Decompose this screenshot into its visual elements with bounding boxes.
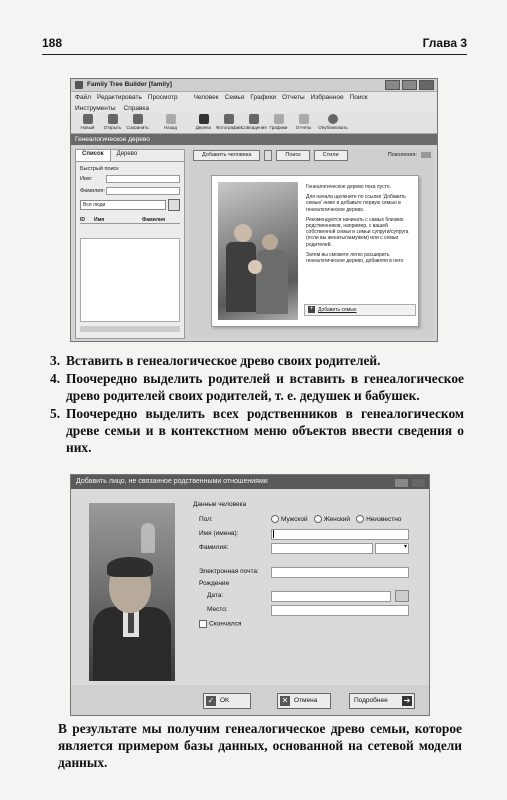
family-photo <box>218 182 298 320</box>
name-label: Имя: <box>80 176 93 182</box>
new-icon <box>83 114 93 124</box>
first-name-label: Имя (имена): <box>199 530 239 537</box>
toolbar <box>71 113 437 134</box>
charts-icon <box>274 114 284 124</box>
toolbar-publish-button[interactable]: Опубликовать <box>316 113 350 133</box>
surname-label: Фамилия: <box>199 544 229 551</box>
app-icon <box>75 81 83 89</box>
birth-date-input[interactable] <box>271 591 391 602</box>
checkbox-icon <box>199 620 207 628</box>
matches-icon <box>249 114 259 124</box>
first-name-input[interactable] <box>271 529 409 540</box>
email-input[interactable] <box>271 567 409 578</box>
person-form <box>193 501 421 632</box>
list-item: 3. Вставить в генеалогическое древо своих родителей. <box>50 353 381 368</box>
section-title: Данные человека <box>193 501 247 508</box>
menu-view[interactable]: Просмотр <box>147 94 178 101</box>
menu-family[interactable]: Семья <box>224 94 245 101</box>
toolbar-matches-button[interactable]: Совпадения <box>241 113 266 133</box>
conclusion-paragraph: В результате мы получим генеалогическое древо семьи, которое является примером базы данных, основанной на сетевой модели данных. <box>58 721 462 770</box>
menu-bar-row2 <box>71 103 437 113</box>
open-icon <box>108 114 118 124</box>
birth-place-input[interactable] <box>271 605 409 616</box>
details-button[interactable]: Подробнее ➔ <box>349 693 415 709</box>
cross-icon: ✕ <box>281 696 289 705</box>
dialog-footer <box>71 685 429 715</box>
menu-reports[interactable]: Отчеты <box>282 94 305 101</box>
window-title: Family Tree Builder [family] <box>87 81 172 88</box>
email-label: Электронная почта: <box>199 568 259 575</box>
date-label: Дата: <box>207 592 224 599</box>
minimize-icon[interactable] <box>385 80 400 90</box>
minimize-icon[interactable] <box>394 478 409 488</box>
surname-label: Фамилия: <box>80 188 105 194</box>
toolbar-back-button[interactable]: Назад <box>158 113 183 133</box>
check-icon: ✓ <box>207 696 215 705</box>
globe-icon <box>328 114 338 124</box>
toolbar-save-button[interactable]: Сохранить <box>125 113 150 133</box>
page-header <box>42 36 467 55</box>
gender-label: Пол: <box>199 516 213 523</box>
generations-label: Поколения: <box>387 152 417 158</box>
surname-select[interactable] <box>375 543 409 554</box>
menu-tools[interactable]: Инструменты <box>75 104 116 112</box>
add-person-dropdown[interactable] <box>264 150 272 161</box>
add-family-link[interactable]: + Добавить семью <box>304 304 416 316</box>
toolbar-photos-button[interactable]: Фотографии <box>216 113 241 133</box>
gender-female-radio[interactable]: Женский <box>314 515 350 523</box>
close-icon[interactable] <box>411 478 426 488</box>
surname-input[interactable] <box>106 187 180 195</box>
search-button[interactable]: Поиск <box>276 150 309 161</box>
save-icon <box>133 114 143 124</box>
place-label: Место: <box>207 606 228 613</box>
toolbar-open-button[interactable]: Открыть <box>100 113 125 133</box>
horizontal-scrollbar[interactable] <box>80 326 180 332</box>
panel-title: Генеалогическое дерево <box>75 136 150 143</box>
plus-icon: + <box>309 306 314 313</box>
empty-tree-text: Генеалогическое дерево пока пусто. Для начала щелкните по ссылке 'Добавить семью' ниже и добавьте первую семью в генеалогическое дерево. Рекомендуется начинать с самых близких родственников, например, с вашей собственной семьи и семьи супруги/супруга (если вы женаты/замужем) или с семьи родителей. Затем вы сможете легко расширить генеалогическое дерево, добавляя в него <box>306 184 409 265</box>
dialog-titlebar <box>71 475 429 489</box>
toolbar-reports-button[interactable]: Отчеты <box>291 113 316 133</box>
menu-favorites[interactable]: Избранное <box>310 94 344 101</box>
menu-edit[interactable]: Редактировать <box>96 94 142 101</box>
photos-icon <box>224 114 234 124</box>
tree-icon <box>199 114 209 124</box>
name-input[interactable] <box>106 175 180 183</box>
birth-label: Рождение <box>199 580 230 587</box>
cancel-button[interactable]: ✕ Отмена <box>277 693 331 709</box>
gender-unknown-radio[interactable]: Неизвестно <box>356 515 401 523</box>
window-titlebar <box>71 79 437 92</box>
toolbar-new-button[interactable]: Новый <box>75 113 100 133</box>
menu-search[interactable]: Поиск <box>349 94 368 101</box>
add-person-button[interactable]: Добавить человека <box>193 150 260 161</box>
family-tree-builder-screenshot <box>70 78 438 342</box>
tab-list[interactable]: Список <box>76 150 111 161</box>
close-icon[interactable] <box>419 80 434 90</box>
people-list[interactable] <box>80 238 180 322</box>
col-name: Имя <box>94 217 105 223</box>
toolbar-tree-button[interactable]: Дерево <box>191 113 216 133</box>
people-filter-select[interactable]: Все люди <box>80 200 166 210</box>
col-id: ID <box>80 217 85 223</box>
search-icon[interactable] <box>168 199 180 211</box>
empty-tree-card <box>211 175 419 327</box>
dialog-title: Добавить лицо, не связанное родственными отношениями <box>76 478 268 485</box>
arrow-right-icon: ➔ <box>403 696 411 705</box>
reports-icon <box>299 114 309 124</box>
generations-slider[interactable] <box>421 152 431 158</box>
tree-panel <box>189 149 433 337</box>
ok-button[interactable]: ✓ OK <box>203 693 251 709</box>
panel-title-bar <box>71 134 437 145</box>
menu-file[interactable]: Файл <box>75 94 91 101</box>
person-photo <box>89 503 175 681</box>
maximize-icon[interactable] <box>402 80 417 90</box>
back-icon <box>166 114 176 124</box>
calendar-icon[interactable] <box>395 590 409 602</box>
styles-button[interactable]: Стили <box>314 150 348 161</box>
menu-person[interactable]: Человек <box>193 94 219 101</box>
page-number: 188 <box>42 36 63 50</box>
list-item: 5. Поочередно выделить всех родственников в генеалогическом древе семьи и в контекстном меню объектов ввести сведения о них. <box>50 406 464 455</box>
list-header <box>80 217 180 224</box>
col-surname: Фамилия <box>142 217 165 223</box>
text-cursor <box>273 530 274 538</box>
people-list-panel <box>75 149 185 339</box>
list-item: 4. Поочередно выделить родителей и вставить в генеалогическое древо родителей своих родителей, т. е. дедушек и бабушек. <box>50 371 464 403</box>
menu-help[interactable]: Справка <box>123 104 150 112</box>
steps-list <box>50 352 464 457</box>
gender-male-radio[interactable]: Мужской <box>271 515 308 523</box>
menu-charts[interactable]: Графики <box>250 94 277 101</box>
add-person-dialog-screenshot <box>70 474 430 716</box>
tab-tree[interactable]: Дерево <box>116 151 138 157</box>
menu-bar <box>71 92 437 103</box>
deceased-checkbox[interactable]: Скончался <box>199 620 241 628</box>
chapter-title: Глава 3 <box>422 36 467 50</box>
toolbar-charts-button[interactable]: Графики <box>266 113 291 133</box>
surname-input[interactable] <box>271 543 373 554</box>
quick-search-label: Быстрый поиск <box>80 166 119 172</box>
